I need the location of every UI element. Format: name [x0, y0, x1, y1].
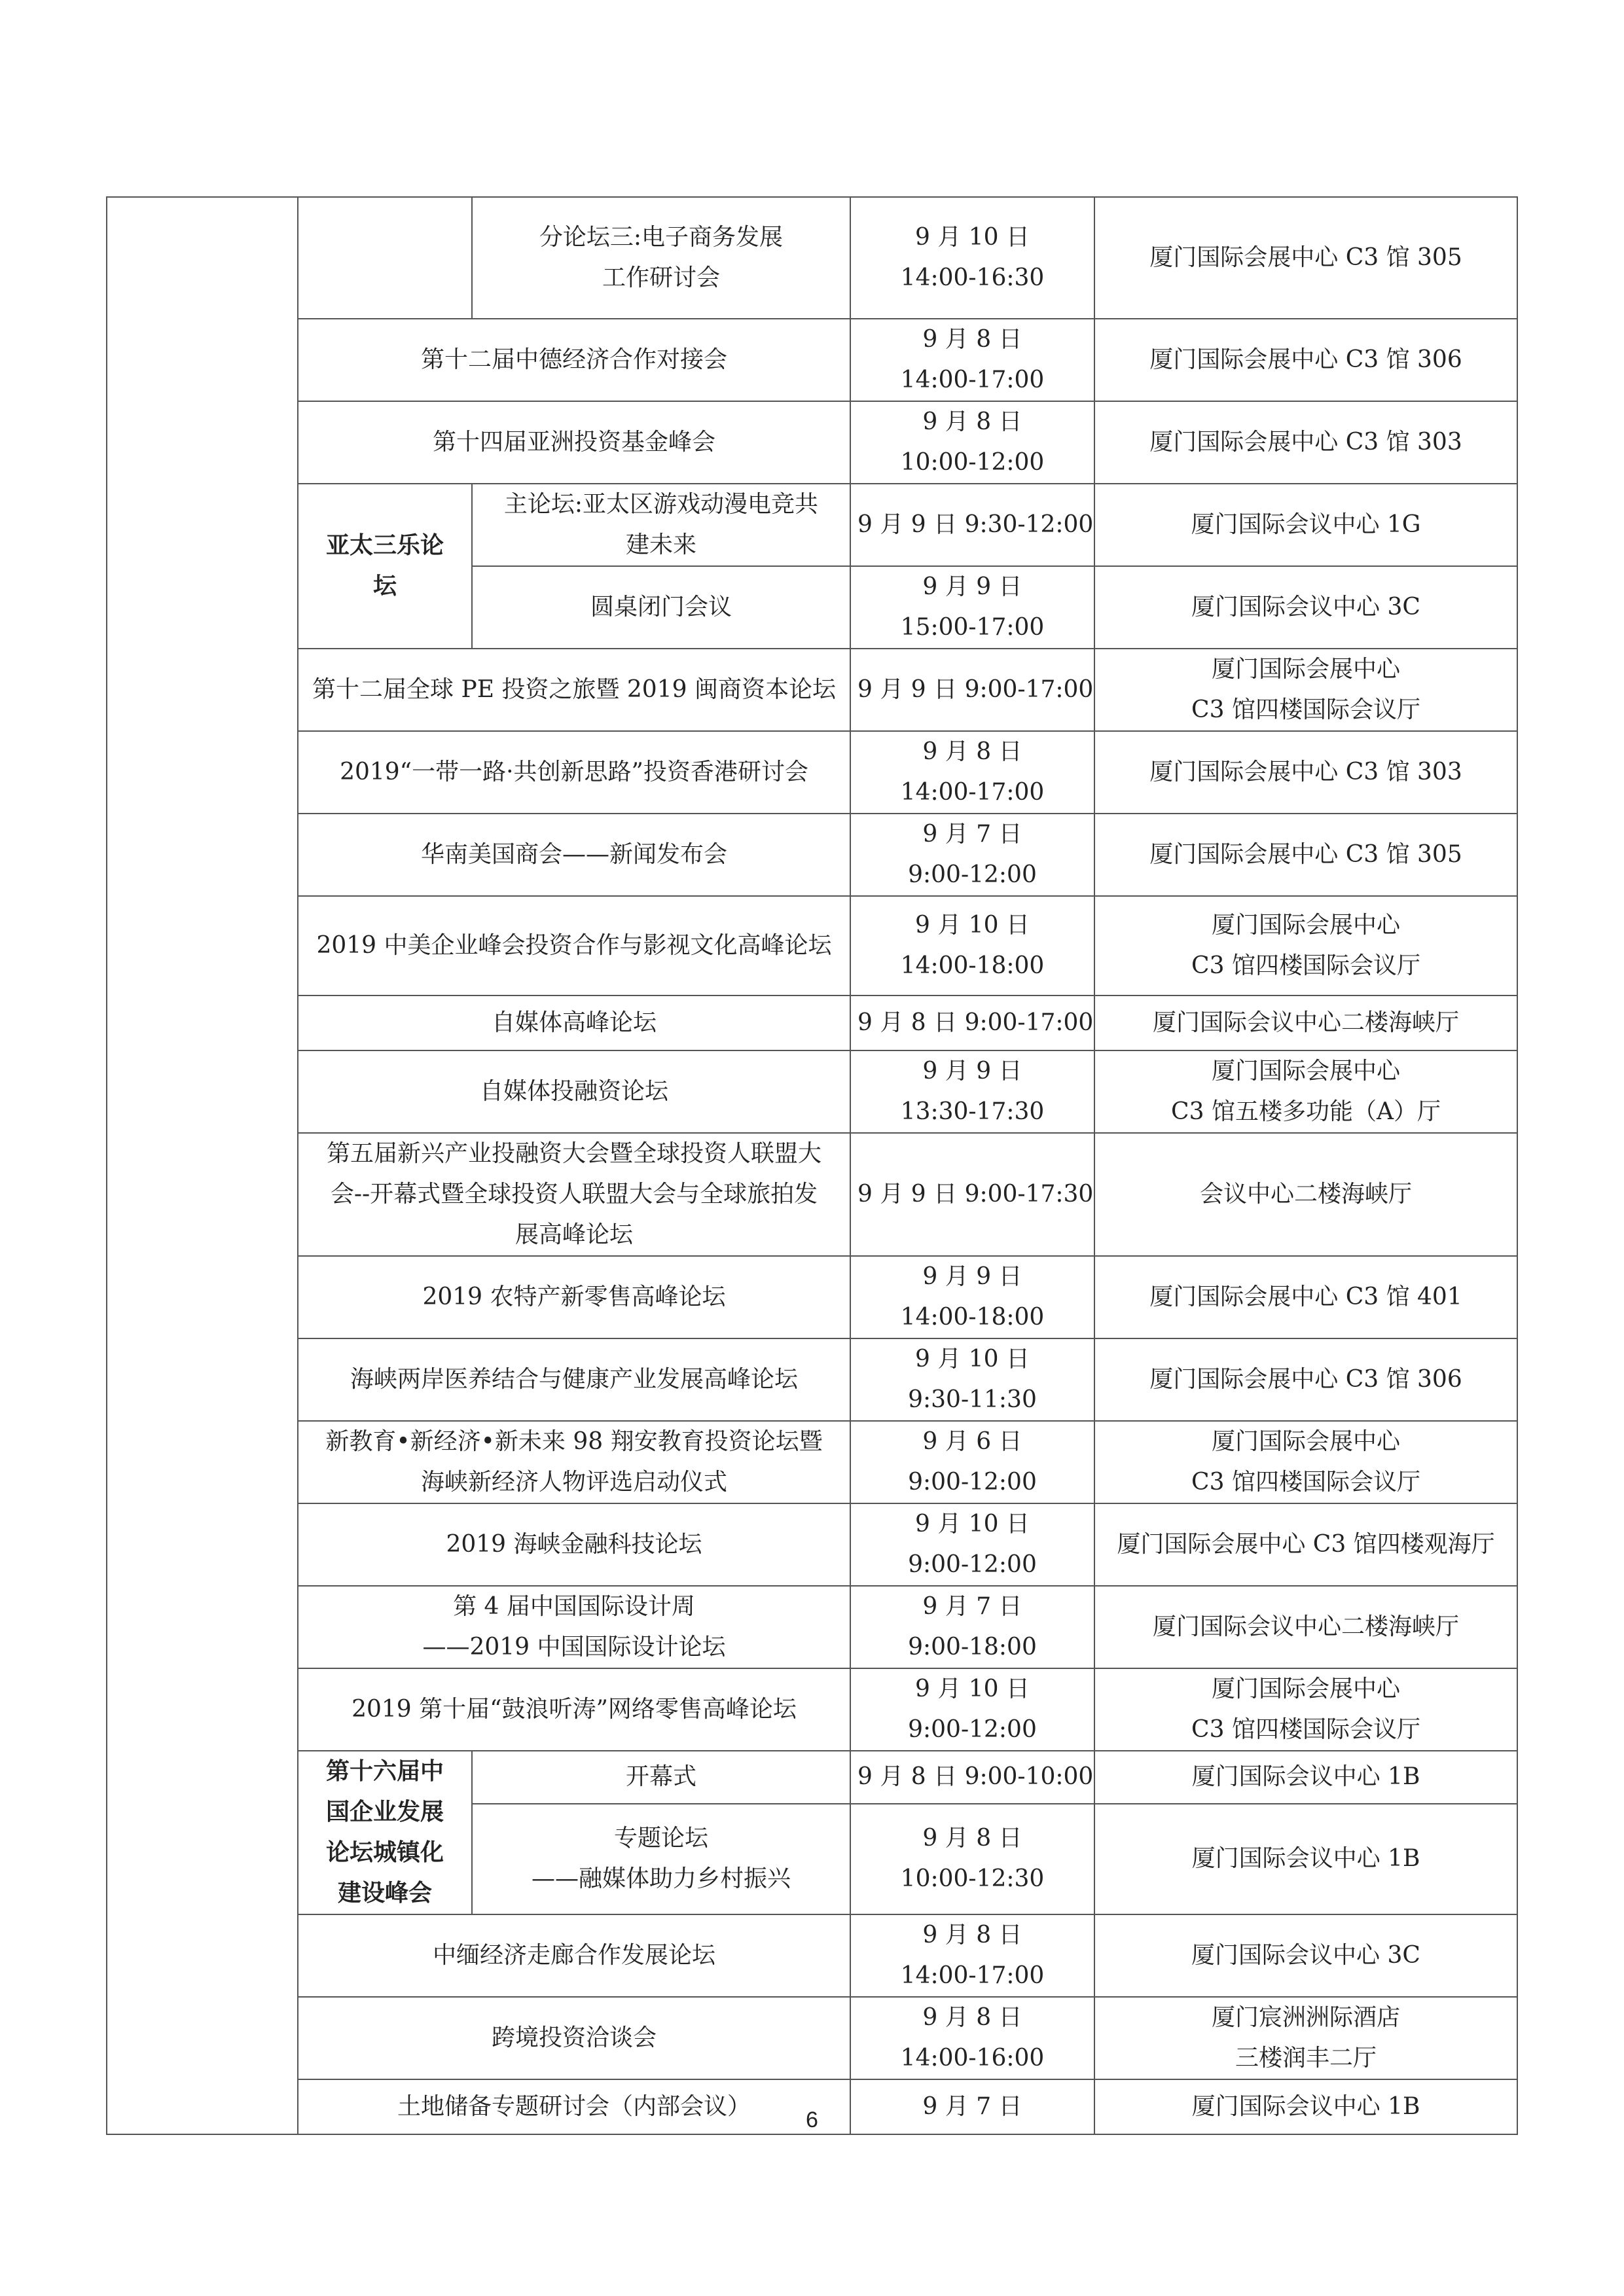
event-line: 自媒体高峰论坛: [491, 1009, 657, 1036]
event-line: 海峡两岸医养结合与健康产业发展高峰论坛: [350, 1366, 798, 1393]
event-name-cell: [298, 1338, 850, 1421]
table-row: [107, 731, 1517, 814]
forum-group-cell: [298, 1751, 472, 1914]
time-cell: [850, 1421, 1094, 1503]
venue-cell: [1094, 566, 1517, 649]
time-cell: [850, 731, 1094, 814]
forum-group-cell: [298, 484, 472, 649]
date-line: 9 月 7 日: [922, 821, 1022, 848]
table-row: [107, 996, 1517, 1050]
venue-cell: [1094, 649, 1517, 731]
time-line: 9:30-11:30: [908, 1386, 1037, 1413]
event-name-cell: [298, 731, 850, 814]
time-line: 14:00-18:00: [900, 1304, 1045, 1331]
venue-line: 厦门国际会议中心 1B: [1191, 1845, 1420, 1873]
venue-line: 厦门国际会展中心: [1211, 912, 1400, 939]
time-cell: [850, 1050, 1094, 1133]
venue-line: 厦门国际会议中心 3C: [1191, 594, 1420, 620]
time-cell: [850, 197, 1094, 319]
venue-line: 厦门国际会议中心二楼海峡厅: [1152, 1613, 1459, 1640]
event-name-cell: [298, 401, 850, 484]
date-line: 9 月 9 日: [922, 573, 1022, 600]
venue-line: C3 馆五楼多功能（A）厅: [1171, 1098, 1441, 1125]
time-cell: [850, 1256, 1094, 1338]
venue-line: 厦门国际会展中心 C3 馆 303: [1149, 759, 1462, 785]
event-name-cell: [298, 1503, 850, 1586]
venue-line: C3 馆四楼国际会议厅: [1191, 952, 1420, 979]
time-cell: [850, 1503, 1094, 1586]
event-name-cell: [298, 1914, 850, 1997]
event-name-cell: [298, 896, 850, 996]
event-name-cell: [472, 484, 850, 566]
event-line: 第 4 届中国国际设计周: [453, 1593, 695, 1620]
event-name-cell: [298, 1997, 850, 2079]
group-line: 论坛城镇化: [325, 1839, 444, 1866]
event-name-cell: [298, 1668, 850, 1751]
table-row: [107, 1503, 1517, 1586]
venue-line: 厦门国际会展中心 C3 馆 401: [1149, 1283, 1462, 1310]
time-line: 9 月 9 日 9:00-17:30: [857, 1181, 1094, 1208]
table-row: [107, 1668, 1517, 1751]
venue-cell: [1094, 1133, 1517, 1256]
table-row: [107, 1256, 1517, 1338]
event-line: 中缅经济走廊合作发展论坛: [432, 1942, 715, 1969]
time-cell: [850, 1133, 1094, 1256]
venue-cell: [1094, 401, 1517, 484]
venue-cell: [1094, 1997, 1517, 2079]
venue-cell: [1094, 1421, 1517, 1503]
table-row: [107, 1050, 1517, 1133]
time-cell: [850, 1751, 1094, 1804]
event-line: 土地储备专题研讨会（内部会议）: [397, 2093, 751, 2120]
event-name-cell: [298, 1586, 850, 1668]
date-line: 9 月 8 日: [922, 738, 1022, 765]
time-line: 14:00-17:00: [900, 779, 1045, 806]
venue-line: C3 馆四楼国际会议厅: [1191, 696, 1420, 723]
time-line: 9:00-12:00: [908, 1469, 1037, 1496]
time-line: 14:00-16:30: [900, 264, 1045, 291]
venue-line: 厦门国际会议中心二楼海峡厅: [1152, 1009, 1459, 1036]
table-row: [107, 484, 1517, 566]
date-line: 9 月 6 日: [922, 1428, 1022, 1455]
group-line: 亚太三乐论: [325, 532, 444, 559]
blank-group-cell: [298, 197, 472, 319]
table-row: [107, 896, 1517, 996]
time-line: 9 月 9 日 9:00-17:00: [857, 676, 1094, 703]
time-cell: [850, 1997, 1094, 2079]
venue-line: 厦门国际会议中心 1G: [1191, 511, 1421, 538]
date-line: 9 月 9 日: [922, 1263, 1022, 1290]
venue-line: 厦门国际会展中心 C3 馆 306: [1149, 1366, 1462, 1393]
event-line: 会--开幕式暨全球投资人联盟大会与全球旅拍发: [330, 1181, 818, 1208]
date-line: 9 月 8 日: [922, 408, 1022, 435]
event-line: 第五届新兴产业投融资大会暨全球投资人联盟大: [326, 1140, 821, 1167]
table-row: [107, 197, 1517, 319]
time-line: 14:00-18:00: [900, 952, 1045, 979]
event-name-cell: [298, 1050, 850, 1133]
time-cell: [850, 566, 1094, 649]
venue-line: 厦门国际会展中心: [1211, 1676, 1400, 1702]
venue-line: 厦门国际会展中心 C3 馆 303: [1149, 429, 1462, 456]
venue-line: 厦门国际会展中心: [1211, 1058, 1400, 1085]
group-line: 建设峰会: [337, 1880, 432, 1907]
time-cell: [850, 484, 1094, 566]
venue-cell: [1094, 731, 1517, 814]
event-line: ——融媒体助力乡村振兴: [531, 1865, 791, 1893]
time-line: 9:00-12:00: [908, 1551, 1037, 1578]
venue-line: 厦门宸洲洲际酒店: [1211, 2004, 1400, 2031]
event-name-cell: [472, 197, 850, 319]
venue-cell: [1094, 197, 1517, 319]
event-line: 专题论坛: [613, 1825, 708, 1852]
table-row: [107, 814, 1517, 896]
time-line: 15:00-17:00: [900, 614, 1045, 641]
time-cell: [850, 1668, 1094, 1751]
time-cell: [850, 1338, 1094, 1421]
date-line: 9 月 9 日: [922, 1058, 1022, 1085]
venue-line: 厦门国际会展中心 C3 馆四楼观海厅: [1117, 1531, 1495, 1558]
table-row: [107, 1751, 1517, 1804]
event-name-cell: [298, 814, 850, 896]
time-line: 9:00-18:00: [908, 1634, 1037, 1660]
event-line: 2019 海峡金融科技论坛: [446, 1531, 702, 1558]
time-line: 13:30-17:30: [900, 1098, 1045, 1125]
event-name-cell: [298, 649, 850, 731]
event-line: 自媒体投融资论坛: [479, 1078, 668, 1105]
event-name-cell: [298, 1256, 850, 1338]
date-line: 9 月 8 日: [922, 326, 1022, 353]
venue-cell: [1094, 1338, 1517, 1421]
venue-cell: [1094, 1503, 1517, 1586]
event-line: 第十二届中德经济合作对接会: [420, 346, 727, 373]
venue-line: 厦门国际会展中心: [1211, 656, 1400, 683]
time-cell: [850, 996, 1094, 1050]
table-row: [107, 319, 1517, 401]
venue-cell: [1094, 484, 1517, 566]
date-line: 9 月 8 日: [922, 1922, 1022, 1948]
venue-cell: [1094, 996, 1517, 1050]
event-name-cell: [298, 1421, 850, 1503]
group-line: 国企业发展: [325, 1799, 444, 1825]
table-row: [107, 1997, 1517, 2079]
time-cell: [850, 1586, 1094, 1668]
venue-line: 会议中心二楼海峡厅: [1199, 1181, 1412, 1208]
date-line: 9 月 7 日: [922, 1593, 1022, 1620]
time-line: 14:00-16:00: [900, 2045, 1045, 2072]
time-line: 9 月 8 日 9:00-10:00: [857, 1763, 1094, 1791]
table-row: [107, 1338, 1517, 1421]
blank-outer-column-cell: [107, 197, 298, 2134]
time-cell: [850, 814, 1094, 896]
event-name-cell: [472, 566, 850, 649]
event-line: 展高峰论坛: [514, 1221, 633, 1248]
time-line: 14:00-17:00: [900, 367, 1045, 393]
venue-cell: [1094, 1668, 1517, 1751]
venue-cell: [1094, 1804, 1517, 1914]
event-line: 跨境投资洽谈会: [491, 2024, 657, 2051]
time-line: 9:00-12:00: [908, 1716, 1037, 1743]
venue-line: 厦门国际会展中心 C3 馆 305: [1149, 244, 1462, 271]
time-line: 14:00-17:00: [900, 1962, 1045, 1989]
venue-line: 厦门国际会展中心 C3 馆 306: [1149, 346, 1462, 373]
time-line: 9 月 8 日 9:00-17:00: [857, 1009, 1094, 1036]
event-line: 海峡新经济人物评选启动仪式: [420, 1469, 727, 1496]
time-cell: [850, 896, 1094, 996]
venue-line: C3 馆四楼国际会议厅: [1191, 1469, 1420, 1496]
time-cell: [850, 1914, 1094, 1997]
date-line: 9 月 10 日: [914, 1511, 1030, 1537]
table-row: [107, 649, 1517, 731]
event-name-cell: [298, 319, 850, 401]
event-name-cell: [298, 1133, 850, 1256]
venue-cell: [1094, 1751, 1517, 1804]
time-line: 9 月 9 日 9:30-12:00: [857, 511, 1094, 538]
time-cell: [850, 1804, 1094, 1914]
time-line: 10:00-12:00: [900, 449, 1045, 476]
group-line: 第十六届中: [325, 1758, 444, 1785]
time-cell: [850, 649, 1094, 731]
event-line: 2019 中美企业峰会投资合作与影视文化高峰论坛: [316, 932, 832, 959]
venue-line: 厦门国际会议中心 3C: [1191, 1942, 1420, 1969]
time-cell: [850, 319, 1094, 401]
event-line: 分论坛三:电子商务发展: [539, 224, 784, 251]
venue-line: 厦门国际会议中心 1B: [1191, 1763, 1420, 1791]
event-line: 圆桌闭门会议: [590, 594, 732, 620]
venue-line: 三楼润丰二厅: [1235, 2045, 1377, 2072]
event-line: 新教育•新经济•新未来 98 翔安教育投资论坛暨: [325, 1428, 823, 1455]
event-line: 工作研讨会: [602, 264, 720, 291]
event-name-cell: [472, 1804, 850, 1914]
event-line: 2019 第十届“鼓浪听涛”网络零售高峰论坛: [352, 1696, 797, 1723]
date-line: 9 月 10 日: [914, 1676, 1030, 1702]
venue-cell: [1094, 814, 1517, 896]
time-line: 10:00-12:30: [900, 1865, 1045, 1893]
event-line: ——2019 中国国际设计论坛: [422, 1634, 726, 1660]
event-name-cell: [472, 1751, 850, 1804]
event-line: 2019“一带一路·共创新思路”投资香港研讨会: [340, 759, 808, 785]
table-row: [107, 1133, 1517, 1256]
venue-cell: [1094, 319, 1517, 401]
time-line: 9:00-12:00: [908, 861, 1037, 888]
event-line: 开幕式: [625, 1763, 696, 1791]
venue-line: 厦门国际会展中心: [1211, 1428, 1400, 1455]
venue-line: 厦门国际会展中心 C3 馆 305: [1149, 841, 1462, 868]
table-row: [107, 1914, 1517, 1997]
date-line: 9 月 7 日: [922, 2093, 1022, 2120]
event-line: 主论坛:亚太区游戏动漫电竞共: [503, 491, 819, 518]
venue-line: 厦门国际会议中心 1B: [1191, 2093, 1420, 2120]
event-line: 华南美国商会——新闻发布会: [420, 841, 727, 868]
table-row: [107, 1421, 1517, 1503]
venue-cell: [1094, 1050, 1517, 1133]
event-line: 建未来: [625, 531, 696, 558]
event-line: 第十二届全球 PE 投资之旅暨 2019 闽商资本论坛: [312, 676, 836, 703]
venue-cell: [1094, 896, 1517, 996]
date-line: 9 月 10 日: [914, 912, 1030, 939]
table-row: [107, 401, 1517, 484]
event-line: 第十四届亚洲投资基金峰会: [432, 429, 715, 456]
date-line: 9 月 8 日: [922, 1825, 1022, 1852]
event-name-cell: [298, 996, 850, 1050]
table-row: [107, 1586, 1517, 1668]
forum-schedule-table: [106, 196, 1518, 2135]
date-line: 9 月 10 日: [914, 224, 1030, 251]
time-cell: [850, 401, 1094, 484]
page-number: 6: [806, 2108, 818, 2132]
date-line: 9 月 8 日: [922, 2004, 1022, 2031]
venue-cell: [1094, 1586, 1517, 1668]
venue-line: C3 馆四楼国际会议厅: [1191, 1716, 1420, 1743]
group-line: 坛: [372, 573, 397, 600]
venue-cell: [1094, 1256, 1517, 1338]
event-line: 2019 农特产新零售高峰论坛: [422, 1283, 726, 1310]
venue-cell: [1094, 1914, 1517, 1997]
date-line: 9 月 10 日: [914, 1346, 1030, 1372]
